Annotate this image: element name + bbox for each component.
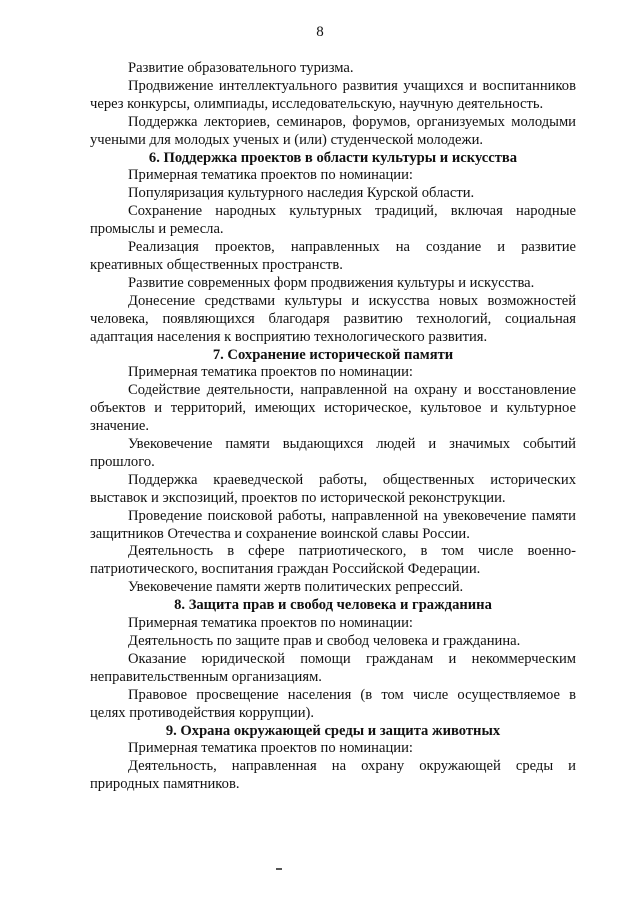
paragraph: Донесение средствами культуры и искусства новых возможностей человека, появляющихся благодаря развитию технологий, социальная адаптация населения к восприятию технологического развития. [90,292,576,345]
paragraph: Реализация проектов, направленных на создание и развитие креативных общественных пространств. [90,239,576,273]
paragraph: Поддержка краеведческой работы, общественных исторических выставок и экспозиций, проектов по исторической реконструкции. [90,471,576,506]
paragraph: Популяризация культурного наследия Курской области. [128,185,475,202]
paragraph: Примерная тематика проектов по номинации: [128,167,413,184]
paragraph: Деятельность, направленная на охрану окружающей среды и природных памятников. [90,758,576,793]
paragraph: Сохранение народных культурных традиций, включая народные промыслы и ремесла. [90,203,576,238]
document-body [90,60,576,794]
paragraph: Продвижение интеллектуального развития учащихся и воспитанников через конкурсы, олимпиады, исследовательскую, научную деятельность. [90,77,576,112]
footer-dash-mark [276,868,282,870]
paragraph: Примерная тематика проектов по номинации: [128,740,413,757]
paragraph: Правовое просвещение населения (в том числе осуществляемое в целях противодействия коррупции). [90,686,576,721]
paragraph: Примерная тематика проектов по номинации: [128,364,413,381]
paragraph: Оказание юридической помощи гражданам и некоммерческим неправительственным организациям. [90,650,576,685]
paragraph: Примерная тематика проектов по номинации: [128,615,413,632]
section-heading-9: 9. Охрана окружающей среды и защита животных [165,722,501,739]
page-number: 8 [316,24,324,40]
paragraph: Развитие современных форм продвижения культуры и искусства. [128,274,535,291]
section-heading-7: 7. Сохранение исторической памяти [212,346,454,363]
paragraph: Развитие образовательного туризма. [128,60,354,76]
section-heading-8: 8. Защита прав и свобод человека и гражданина [174,597,492,614]
paragraph: Увековечение памяти жертв политических репрессий. [128,579,464,596]
paragraph: Деятельность в сфере патриотического, в том числе военно-патриотического, воспитания граждан Российской Федерации. [90,543,576,578]
paragraph: Увековечение памяти выдающихся людей и значимых событий прошлого. [90,436,576,470]
paragraph: Содействие деятельности, направленной на охрану и восстановление объектов и территорий, имеющих историческое, культовое и культурное значение. [90,382,576,435]
paragraph: Деятельность по защите прав и свобод человека и гражданина. [128,633,521,649]
section-heading-6: 6. Поддержка проектов в области культуры и искусства [148,149,518,166]
paragraph: Проведение поисковой работы, направленной на увековечение памяти защитников Отечества и сохранение воинской славы России. [90,507,576,542]
paragraph: Поддержка лекториев, семинаров, форумов, организуемых молодыми учеными для молодых ученых и (или) студенческой молодежи. [90,113,576,148]
